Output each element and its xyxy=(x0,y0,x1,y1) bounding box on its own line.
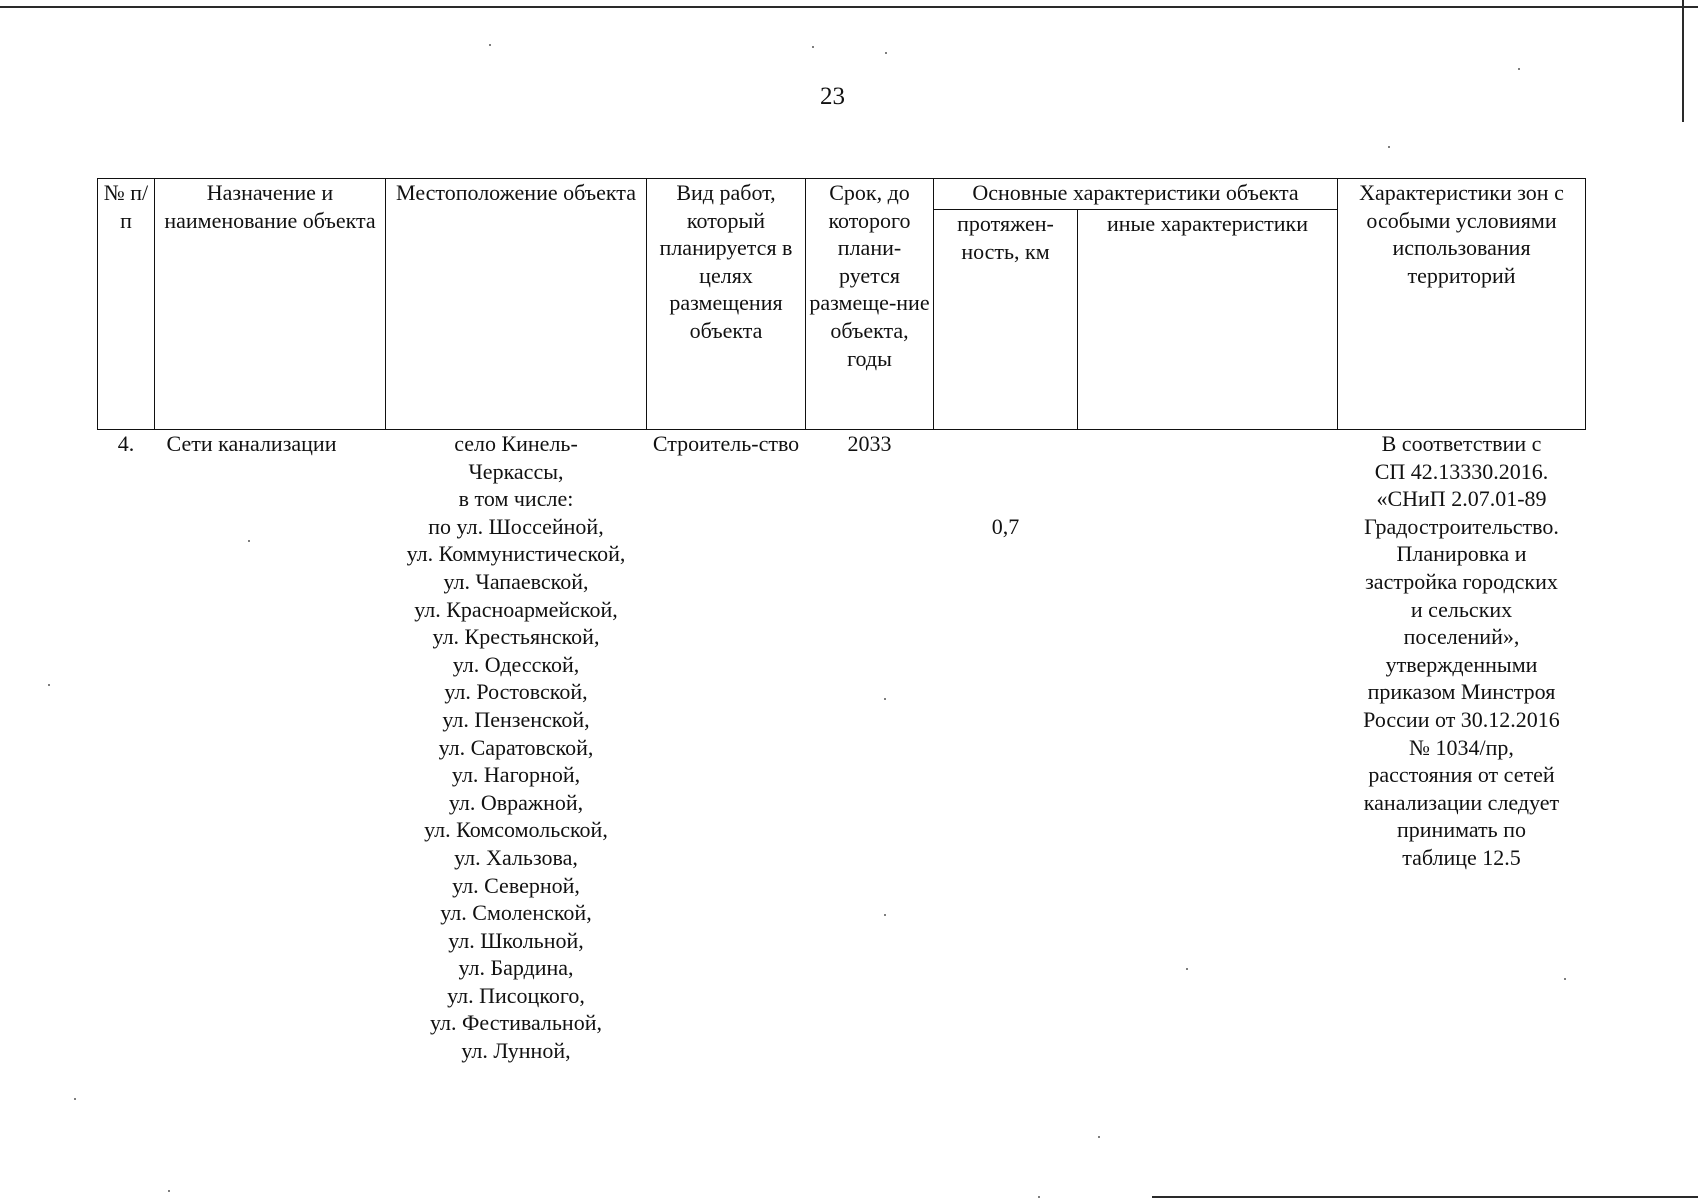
row-other-characteristics xyxy=(1078,430,1338,1065)
location-line: ул. Писоцкого, xyxy=(447,982,585,1008)
scan-speck xyxy=(1518,68,1520,70)
location-line: ул. Хальзова, xyxy=(454,844,578,870)
location-line: ул. Пензенской, xyxy=(442,706,590,732)
scan-speck xyxy=(168,1190,170,1192)
row-work-type: Строитель-ство xyxy=(647,430,806,1065)
row-num: 4. xyxy=(98,430,155,1065)
location-line: ул. Северной, xyxy=(452,872,580,898)
zones-line: приказом Минстроя xyxy=(1367,679,1556,705)
header-purpose: Назначение и наименование объекта xyxy=(155,179,386,430)
zones-line: В соответствии с xyxy=(1381,431,1542,456)
row-deadline: 2033 xyxy=(806,430,934,1065)
location-line: ул. Одесской, xyxy=(452,651,580,677)
planned-objects-table xyxy=(97,178,1586,1065)
zones-line: канализации следует xyxy=(1363,789,1560,815)
zones-line: России от 30.12.2016 xyxy=(1363,706,1560,732)
location-line: ул. Чапаевской, xyxy=(443,568,589,594)
location-line: ул. Фестивальной, xyxy=(430,1010,602,1036)
location-line: ул. Лунной, xyxy=(461,1038,571,1064)
page-number: 23 xyxy=(820,83,845,110)
row-location xyxy=(386,430,647,1065)
scan-speck xyxy=(885,52,887,54)
zones-line: принимать по xyxy=(1397,817,1526,843)
row-purpose: Сети канализации xyxy=(155,430,386,1065)
scan-edge-bottom xyxy=(1152,1196,1698,1198)
zones-line: № 1034/пр, xyxy=(1409,734,1514,760)
scan-speck xyxy=(74,1098,76,1100)
header-location: Местоположение объекта xyxy=(386,179,647,430)
location-line: Черкассы, xyxy=(468,458,564,484)
header-length: протяжен-ность, км xyxy=(934,210,1078,430)
zones-line: утвержденными xyxy=(1385,651,1538,677)
zones-line: Градостроительство. xyxy=(1364,513,1559,539)
scan-speck xyxy=(489,44,491,46)
scan-edge-right xyxy=(1682,0,1684,122)
scan-speck xyxy=(1038,1196,1040,1198)
row-length-cell xyxy=(934,430,1078,1065)
header-other-characteristics: иные характеристики xyxy=(1078,210,1338,430)
table-row xyxy=(98,430,1586,1065)
header-deadline: Срок, до которого плани-руется размеще-ние объекта, годы xyxy=(806,179,934,430)
zones-line: таблице 12.5 xyxy=(1402,844,1521,870)
zones-line: «СНиП 2.07.01-89 xyxy=(1376,486,1547,512)
row-zones xyxy=(1338,430,1586,1065)
location-line: ул. Нагорной, xyxy=(451,762,581,788)
location-line: ул. Красноармейской, xyxy=(414,596,618,622)
zones-line: расстояния от сетей xyxy=(1368,762,1555,788)
location-line: ул. Овражной, xyxy=(448,789,584,815)
header-zones: Характеристики зон с особыми условиями использования территорий xyxy=(1338,179,1586,430)
location-line: ул. Смоленской, xyxy=(440,900,592,926)
location-line: ул. Крестьянской, xyxy=(432,624,600,650)
row-length: 0,7 xyxy=(991,514,1020,539)
scan-edge-top xyxy=(0,6,1698,8)
scan-speck xyxy=(48,684,50,686)
scan-speck xyxy=(812,46,814,48)
zones-line: и сельских xyxy=(1410,596,1513,622)
location-line: ул. Комсомольской, xyxy=(424,817,608,843)
zones-line: Планировка и xyxy=(1396,541,1527,567)
header-main-characteristics: Основные характеристики объекта xyxy=(934,179,1338,210)
scan-speck xyxy=(1098,1136,1100,1138)
location-line: ул. Школьной, xyxy=(448,927,584,953)
location-line: в том числе: xyxy=(458,486,574,512)
location-line: ул. Саратовской, xyxy=(438,734,594,760)
header-num: № п/п xyxy=(98,179,155,430)
zones-line: СП 42.13330.2016. xyxy=(1374,458,1549,484)
zones-line: застройка городских xyxy=(1365,568,1558,594)
location-line: ул. Коммунистической, xyxy=(406,541,626,567)
scan-speck xyxy=(1388,146,1390,148)
location-line: ул. Ростовской, xyxy=(444,679,588,705)
zones-line: поселений», xyxy=(1403,624,1520,650)
header-work-type: Вид работ, который планируется в целях размещения объекта xyxy=(647,179,806,430)
location-line: село Кинель- xyxy=(454,431,578,456)
location-line: по ул. Шоссейной, xyxy=(428,513,604,539)
location-line: ул. Бардина, xyxy=(458,955,574,981)
